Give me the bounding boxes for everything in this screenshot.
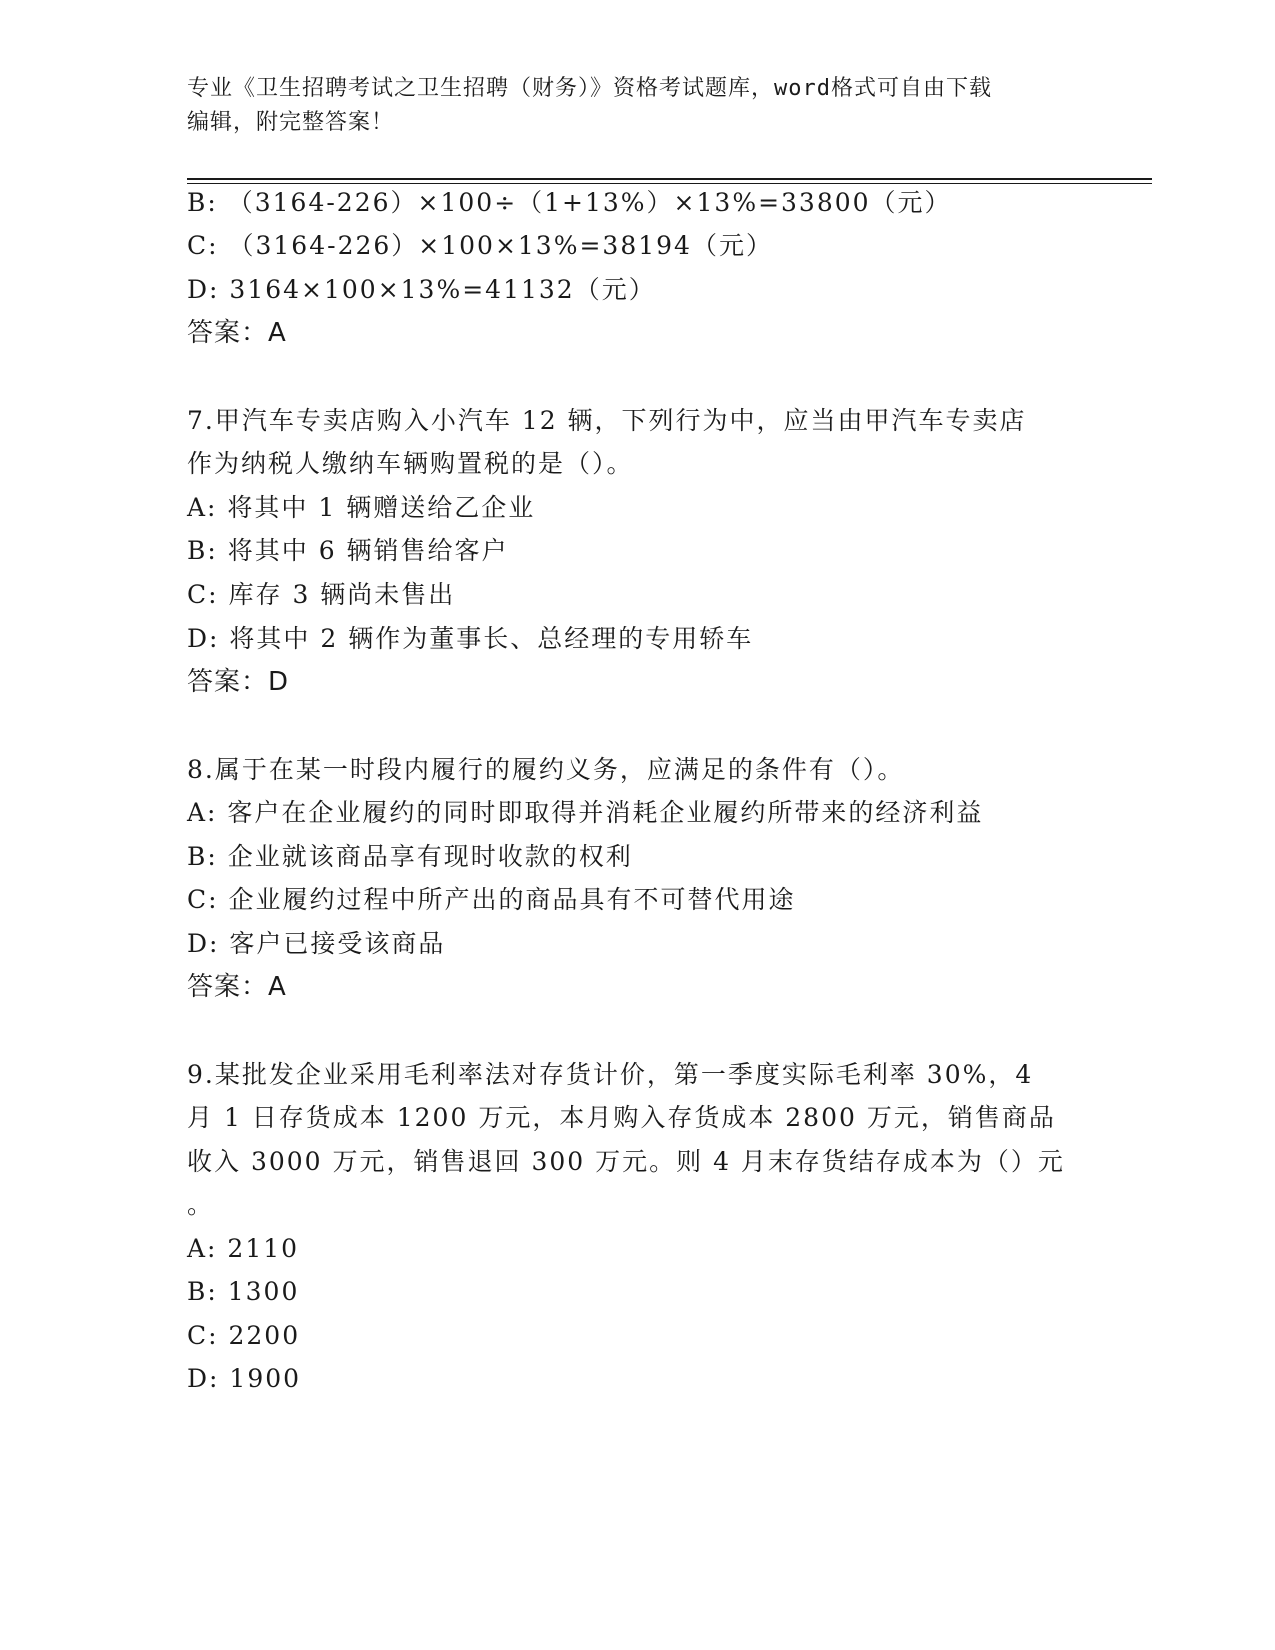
document-header [187, 72, 1067, 140]
header-divider-thin [187, 183, 1152, 184]
q9-option-a: A: 2110 [187, 1234, 300, 1263]
q7-option-c: C: 库存 3 辆尚未售出 [187, 580, 456, 609]
header-divider-thick [187, 178, 1152, 180]
q6-answer: 答案：A [187, 318, 287, 348]
q9-option-d: D: 1900 [187, 1364, 302, 1393]
q7-option-b: B: 将其中 6 辆销售给客户 [187, 536, 509, 565]
q6-option-b: B: （3164-226）×100÷（1+13%）×13%=33800（元） [187, 188, 952, 217]
q9-option-b: B: 1300 [187, 1277, 300, 1306]
q8-option-c: C: 企业履约过程中所产出的商品具有不可替代用途 [187, 885, 796, 914]
q9-stem-line-1: 9.某批发企业采用毛利率法对存货计价，第一季度实际毛利率 30%，4 [187, 1060, 1034, 1089]
q9-stem-line-2: 月 1 日存货成本 1200 万元，本月购入存货成本 2800 万元，销售商品 [187, 1103, 1056, 1132]
q7-stem-line-2: 作为纳税人缴纳车辆购置税的是（）。 [187, 449, 634, 478]
q8-option-d: D: 客户已接受该商品 [187, 929, 446, 958]
q8-answer: 答案：A [187, 972, 287, 1002]
q7-stem-line-1: 7.甲汽车专卖店购入小汽车 12 辆，下列行为中，应当由甲汽车专卖店 [187, 406, 1027, 435]
header-line-2: 编辑，附完整答案！ [187, 110, 395, 135]
q9-stem-line-3: 收入 3000 万元，销售退回 300 万元。则 4 月末存货结存成本为（）元 [187, 1147, 1065, 1176]
q8-stem-line-1: 8.属于在某一时段内履行的履约义务，应满足的条件有（）。 [187, 755, 905, 784]
q6-option-d: D: 3164×100×13%=41132（元） [187, 275, 656, 304]
q8-option-b: B: 企业就该商品享有现时收款的权利 [187, 842, 633, 871]
q6-option-c: C: （3164-226）×100×13%=38194（元） [187, 231, 773, 260]
q8-option-a: A: 客户在企业履约的同时即取得并消耗企业履约所带来的经济利益 [187, 798, 984, 827]
q7-option-a: A: 将其中 1 辆赠送给乙企业 [187, 493, 536, 522]
q9-option-c: C: 2200 [187, 1321, 301, 1350]
q7-answer: 答案：D [187, 667, 290, 697]
q7-option-d: D: 将其中 2 辆作为董事长、总经理的专用轿车 [187, 624, 754, 653]
q9-stem-line-4: 。 [187, 1190, 215, 1219]
header-line-1: 专业《卫生招聘考试之卫生招聘（财务）》资格考试题库，word格式可自由下载 [187, 76, 992, 101]
